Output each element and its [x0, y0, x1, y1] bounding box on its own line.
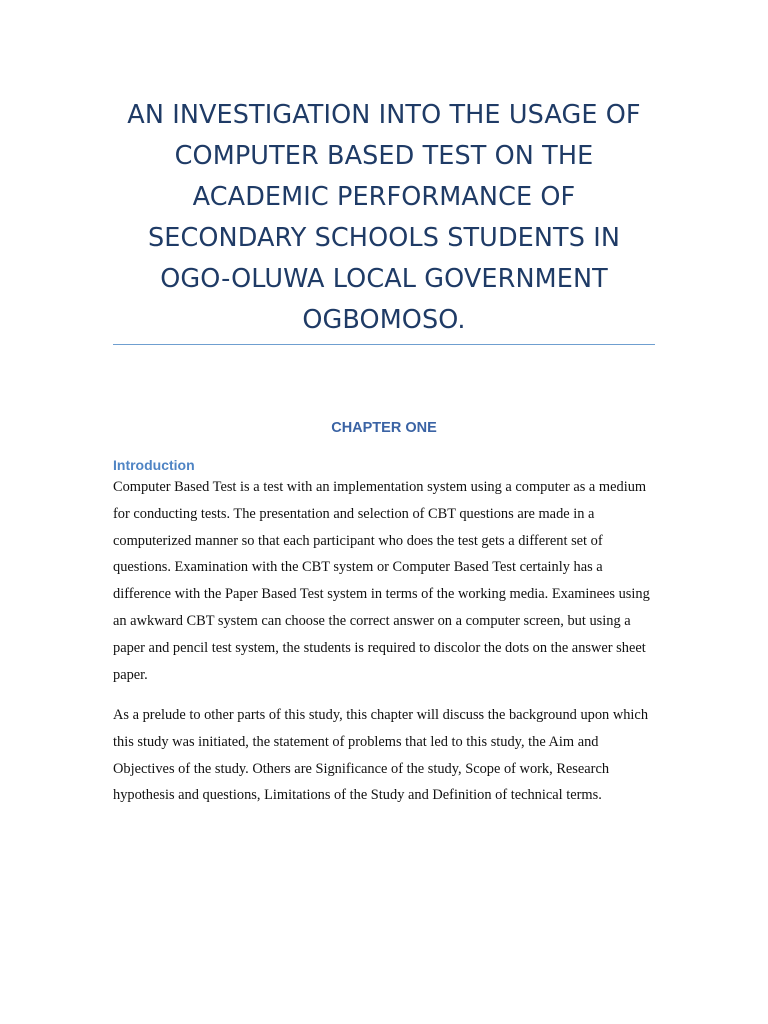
- title-divider: [113, 344, 655, 345]
- section-heading-introduction: Introduction: [113, 457, 195, 473]
- title-block: [113, 95, 655, 341]
- body-paragraph: Computer Based Test is a test with an implementation system using a computer as a medium for conducting tests. The presentation and selection of CBT questions are made in a computerized manner so that each participant who does the test gets a different set of questions. Examination with the CBT system or Computer Based Test certainly has a difference with the Paper Based Test system in terms of the working media. Examinees using an awkward CBT system can choose the correct answer on a computer screen, but using a paper and pencil test system, the students is required to discolor the dots on the answer sheet paper.: [113, 479, 650, 683]
- document-title: AN INVESTIGATION INTO THE USAGE OF COMPUTER BASED TEST ON THE ACADEMIC PERFORMANCE OF SECONDARY SCHOOLS STUDENTS IN OGO-OLUWA LOCAL GOVERNMENT OGBOMOSO.: [127, 100, 641, 335]
- chapter-heading: CHAPTER ONE: [331, 420, 437, 436]
- body-paragraph: As a prelude to other parts of this study, this chapter will discuss the background upon which this study was initiated, the statement of problems that led to this study, the Aim and Objectives of the study. Others are Significance of the study, Scope of work, Research hypothesis and questions, Limitations of the Study and Definition of technical terms.: [113, 707, 649, 804]
